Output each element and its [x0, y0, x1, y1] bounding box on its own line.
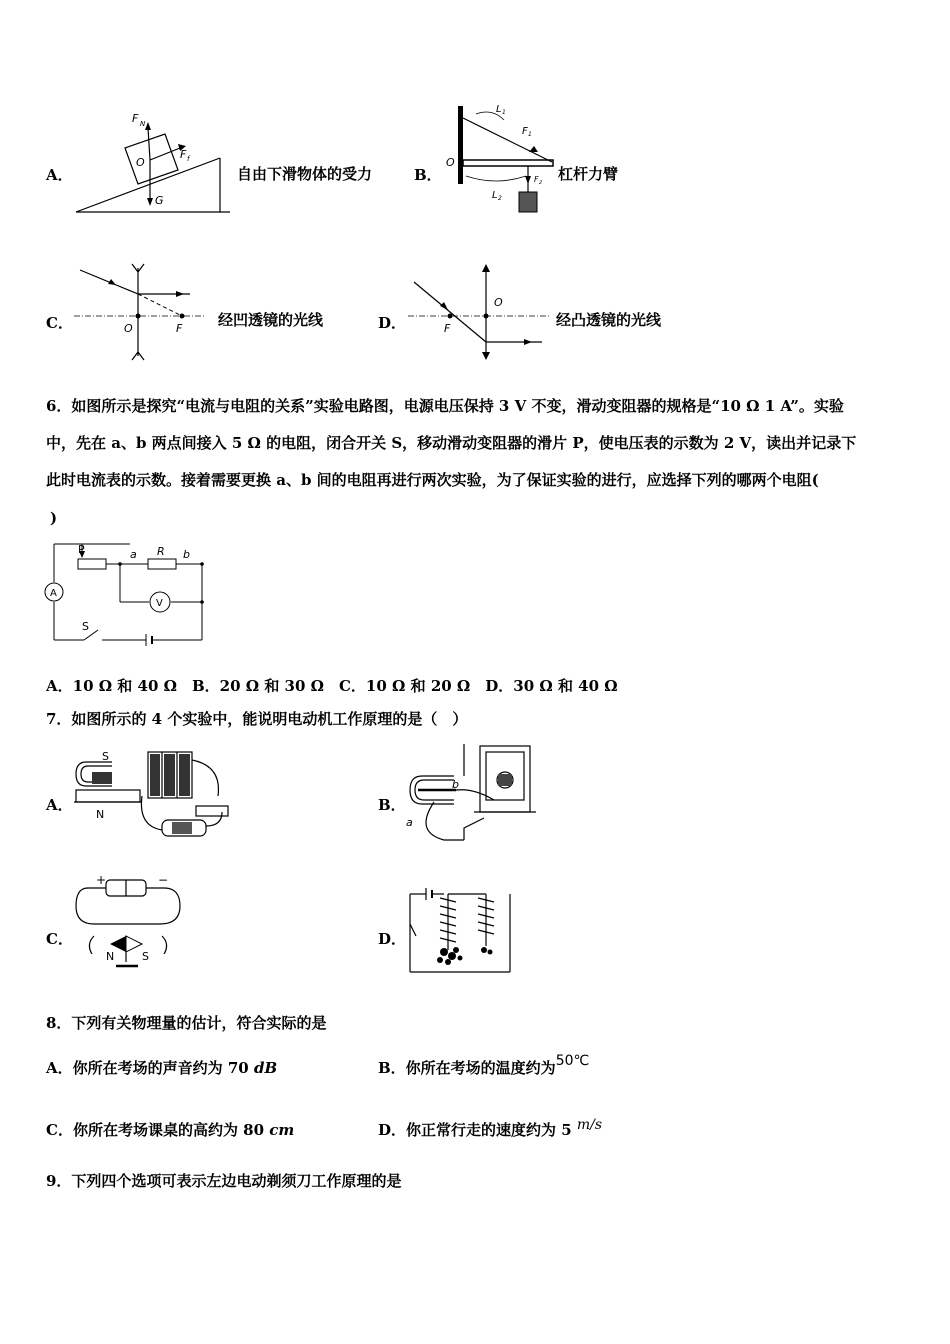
svg-text:b: b: [452, 778, 459, 791]
svg-text:O: O: [494, 296, 503, 309]
q7-d-apparatus: [404, 880, 520, 976]
q7-a-apparatus: [72, 746, 232, 846]
option-d-caption: 经凸透镜的光线: [556, 311, 662, 329]
ff-label: F: [180, 148, 187, 161]
svg-text:F: F: [522, 126, 528, 137]
svg-text:A: A: [50, 588, 57, 599]
q9-stem: 9．下列四个选项可表示左边电动剃须刀工作原理的是: [46, 1172, 402, 1190]
svg-text:F: F: [444, 322, 451, 335]
q6-text-line2: 中，先在 a、b 两点间接入 5 Ω 的电阻，闭合开关 S，移动滑动变阻器的滑片 P，使电压表的示数为 2 V，读出并记录下: [46, 434, 857, 452]
svg-text:S: S: [102, 750, 109, 763]
g-label: G: [155, 194, 164, 207]
option-c-label: C．: [46, 314, 73, 332]
svg-text:V: V: [156, 598, 163, 609]
svg-text:b: b: [183, 548, 190, 561]
svg-text:L: L: [496, 104, 502, 115]
q7-option-b-label: B．: [378, 796, 406, 814]
q8-stem: 8．下列有关物理量的估计，符合实际的是: [46, 1014, 327, 1032]
lever-diagram: [440, 100, 560, 220]
svg-text:2: 2: [539, 180, 543, 186]
q8-option-a: A．你所在考场的声音约为 70 dB: [46, 1059, 278, 1077]
svg-text:R: R: [157, 545, 165, 558]
q6-circuit-diagram: [42, 538, 212, 646]
svg-text:N: N: [140, 120, 146, 128]
q8-option-d: D．你正常行走的速度约为 5 m/s: [378, 1117, 603, 1139]
q7-option-a-label: A．: [46, 796, 73, 814]
svg-text:1: 1: [528, 131, 532, 138]
option-b-caption: 杠杆力臂: [558, 165, 619, 183]
q6-text-line3: 此时电流表的示数。接着需要更换 a、b 间的电阻再进行两次实验，为了保证实验的进行，应选择下列的哪两个电阻(: [46, 471, 819, 489]
convex-lens-diagram: [406, 262, 556, 362]
svg-text:O: O: [124, 322, 133, 335]
q7-stem: 7．如图所示的 4 个实验中，能说明电动机工作原理的是（ ）: [46, 710, 468, 728]
svg-text:N: N: [96, 808, 105, 821]
option-a-caption: 自由下滑物体的受力: [237, 165, 373, 183]
incline-force-diagram: [70, 108, 240, 218]
svg-text:N: N: [106, 950, 115, 963]
svg-text:S: S: [142, 950, 149, 963]
svg-text:a: a: [406, 816, 413, 829]
option-b-label: B．: [414, 166, 442, 184]
option-c-caption: 经凹透镜的光线: [218, 311, 324, 329]
q7-option-d-label: D．: [378, 930, 407, 948]
q6-text-line1: 6．如图所示是探究“电流与电阻的关系”实验电路图，电源电压保持 3 V 不变，滑动变阻器的规格是“10 Ω 1 A”。实验: [46, 397, 844, 415]
q7-option-c-label: C．: [46, 930, 73, 948]
q6-options: A．10 Ω 和 40 Ω B．20 Ω 和 30 Ω C．10 Ω 和 20 Ω D．30 Ω 和 40 Ω: [46, 677, 618, 695]
origin-label: O: [136, 156, 145, 169]
q7-b-apparatus: [404, 742, 544, 852]
svg-text:+: +: [96, 873, 107, 887]
q6-text-line4: ): [50, 509, 58, 527]
svg-text:2: 2: [498, 195, 502, 202]
concave-lens-diagram: [72, 262, 212, 362]
option-d-label: D．: [378, 314, 407, 332]
svg-text:F: F: [176, 322, 183, 335]
svg-text:P: P: [78, 543, 85, 556]
svg-text:a: a: [130, 548, 137, 561]
svg-text:f: f: [187, 155, 190, 163]
pivot-label: O: [446, 156, 455, 169]
svg-text:F: F: [534, 175, 539, 184]
svg-text:S: S: [82, 620, 89, 633]
svg-text:1: 1: [502, 109, 506, 116]
option-a-label: A．: [46, 166, 73, 184]
svg-text:L: L: [492, 190, 498, 201]
fn-label: F: [132, 112, 139, 125]
svg-text:−: −: [158, 873, 169, 887]
q7-c-apparatus: [72, 874, 192, 974]
q8-option-c: C．你所在考场课桌的高约为 80 cm: [46, 1121, 295, 1139]
q8-option-b: B．你所在考场的温度约为50℃: [378, 1053, 590, 1077]
